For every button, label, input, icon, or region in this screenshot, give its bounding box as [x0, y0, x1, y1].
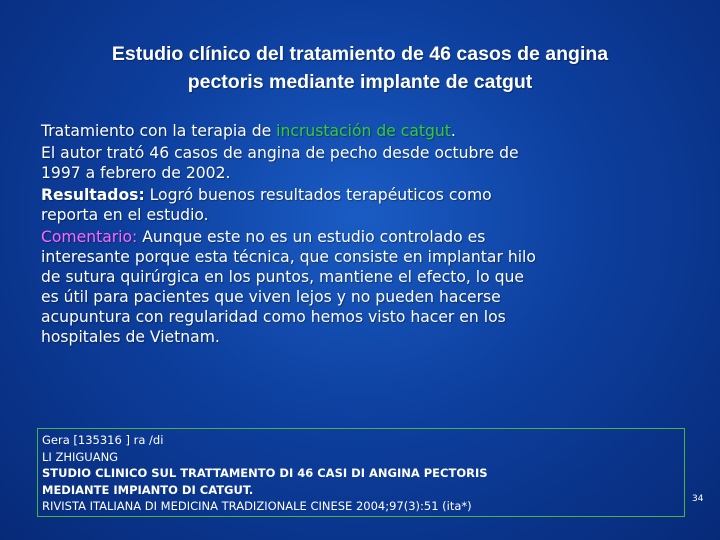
reference-line-3: STUDIO CLINICO SUL TRATTAMENTO DI 46 CASI DI ANGINA PECTORIS — [42, 466, 488, 480]
comment-line-1: Aunque este no es un estudio controlado es — [137, 228, 486, 246]
comment-line-2: interesante porque esta técnica, que consiste en implantar hilo — [41, 248, 536, 266]
comment-line-5: acupuntura con regularidad como hemos visto hacer en los — [41, 308, 506, 326]
treatment-prefix: Tratamiento con la terapia de — [41, 122, 277, 140]
reference-line-2: LI ZHIGUANG — [42, 449, 119, 464]
author-line-1: El autor trató 46 casos de angina de pecho desde octubre de — [41, 144, 519, 162]
slide-title — [30, 40, 690, 96]
results-line-2: reporta en el estudio. — [41, 206, 209, 224]
slide-title-line-1: Estudio clínico del tratamiento de 46 casos de angina — [111, 43, 609, 65]
comment-line-6: hospitales de Vietnam. — [41, 328, 220, 346]
reference-line-4: MEDIANTE IMPIANTO DI CATGUT. — [42, 482, 254, 497]
reference-line-1: Gera [135316 ] ra /di — [42, 433, 164, 447]
comment-line-4: es útil para pacientes que viven lejos y no pueden hacerse — [41, 288, 501, 306]
slide-number: 34 — [692, 494, 704, 504]
slide-body — [41, 121, 691, 349]
paragraph-results — [41, 185, 691, 225]
results-label: Resultados: — [41, 186, 145, 204]
reference-line-5: RIVISTA ITALIANA DI MEDICINA TRADIZIONALE CINESE 2004;97(3):51 (ita*) — [42, 499, 472, 513]
slide-title-line-2: pectoris mediante implante de catgut — [187, 71, 533, 93]
paragraph-author — [41, 143, 691, 183]
treatment-suffix: . — [450, 122, 456, 140]
comment-label: Comentario: — [41, 228, 138, 246]
author-line-2: 1997 a febrero de 2002. — [41, 164, 231, 182]
treatment-highlight: incrustación de catgut — [276, 122, 451, 140]
paragraph-treatment — [41, 121, 691, 141]
paragraph-comment — [41, 227, 691, 347]
results-line-1: Logró buenos resultados terapéuticos como — [144, 186, 492, 204]
comment-line-3: de sutura quirúrgica en los puntos, mantiene el efecto, lo que — [41, 268, 524, 286]
reference-box — [37, 428, 685, 517]
